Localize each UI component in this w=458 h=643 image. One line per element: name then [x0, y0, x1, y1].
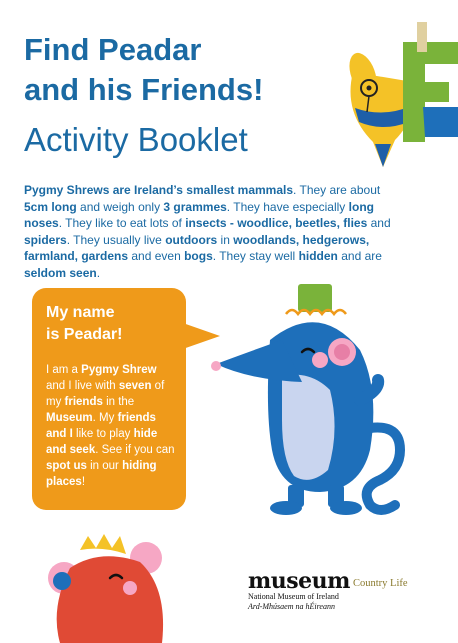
museum-name-irish: Ard-Mhúsaem na hÉireann	[248, 602, 335, 611]
bubble-text-span: in our	[86, 460, 123, 472]
bee-character-icon	[333, 22, 458, 172]
intro-bold: spiders	[24, 232, 67, 247]
bubble-bold: hide and seek	[46, 428, 158, 456]
intro-text: . They stay well	[212, 249, 299, 263]
intro-bold: hidden	[298, 249, 338, 263]
intro-bold: woodlands, hedgerows, farmland, gardens	[24, 232, 370, 263]
intro-bold: 3 grammes	[163, 199, 227, 214]
intro-text: and weigh only	[76, 199, 164, 214]
title	[24, 30, 263, 110]
peadar-shrew-icon	[210, 280, 425, 520]
intro-paragraph	[24, 182, 396, 281]
bubble-bold: friends	[64, 396, 103, 408]
intro-bold: Pygmy Shrews are Ireland’s smallest mammals	[24, 183, 294, 197]
bubble-bold: Museum	[46, 412, 93, 424]
bubble-bold: spot us	[46, 460, 87, 472]
intro-text: . They are about	[293, 183, 381, 197]
intro-bold: 5cm long	[24, 199, 77, 214]
intro-text: and are	[337, 249, 382, 263]
bubble-text-span: . My	[92, 412, 118, 424]
intro-text: . They like to eat lots of	[58, 216, 186, 230]
bubble-bold: seven	[118, 380, 152, 392]
bubble-text	[46, 362, 176, 490]
intro-bold: long noses	[24, 199, 374, 230]
intro-bold: outdoors	[165, 232, 218, 247]
bubble-text-span: in the	[102, 396, 135, 408]
bubble-heading-line-1: My name	[46, 304, 115, 321]
intro-text: in	[217, 232, 234, 247]
subtitle: Activity Booklet	[24, 121, 248, 158]
bubble-text-span: like to play	[72, 428, 134, 440]
intro-bold: bogs	[184, 249, 213, 263]
intro-bold: seldom seen	[24, 265, 97, 280]
country-life-label: Country Life	[353, 578, 408, 589]
title-line-1: Find Peadar	[24, 32, 202, 67]
bubble-text-span: !	[81, 476, 86, 488]
bubble-heading	[46, 302, 176, 346]
bubble-text-span: and I live with	[46, 380, 119, 392]
intro-text: . They usually live	[66, 232, 166, 247]
intro-bold: insects - woodlice, beetles, flies	[185, 216, 368, 230]
bubble-bold: hiding places	[46, 460, 157, 488]
intro-text: . They have especially	[226, 199, 349, 214]
title-line-2: and his Friends!	[24, 72, 264, 107]
red-shrew-character-icon	[40, 528, 170, 643]
bubble-bold: Pygmy Shrew	[81, 364, 157, 376]
bubble-text-span: . See if you can	[95, 444, 175, 456]
intro-text: and	[367, 216, 391, 230]
bubble-text-span: of my	[46, 380, 165, 408]
museum-name-english: National Museum of Ireland	[248, 592, 339, 601]
intro-text: and even	[128, 249, 185, 263]
museum-logo	[248, 570, 350, 612]
bubble-bold: friends and I	[46, 412, 156, 440]
speech-bubble	[32, 288, 186, 510]
museum-wordmark: museum	[248, 568, 350, 594]
bubble-heading-line-2: is Peadar!	[46, 326, 123, 343]
intro-text: .	[96, 265, 101, 280]
bubble-text-span: I am a	[46, 364, 82, 376]
